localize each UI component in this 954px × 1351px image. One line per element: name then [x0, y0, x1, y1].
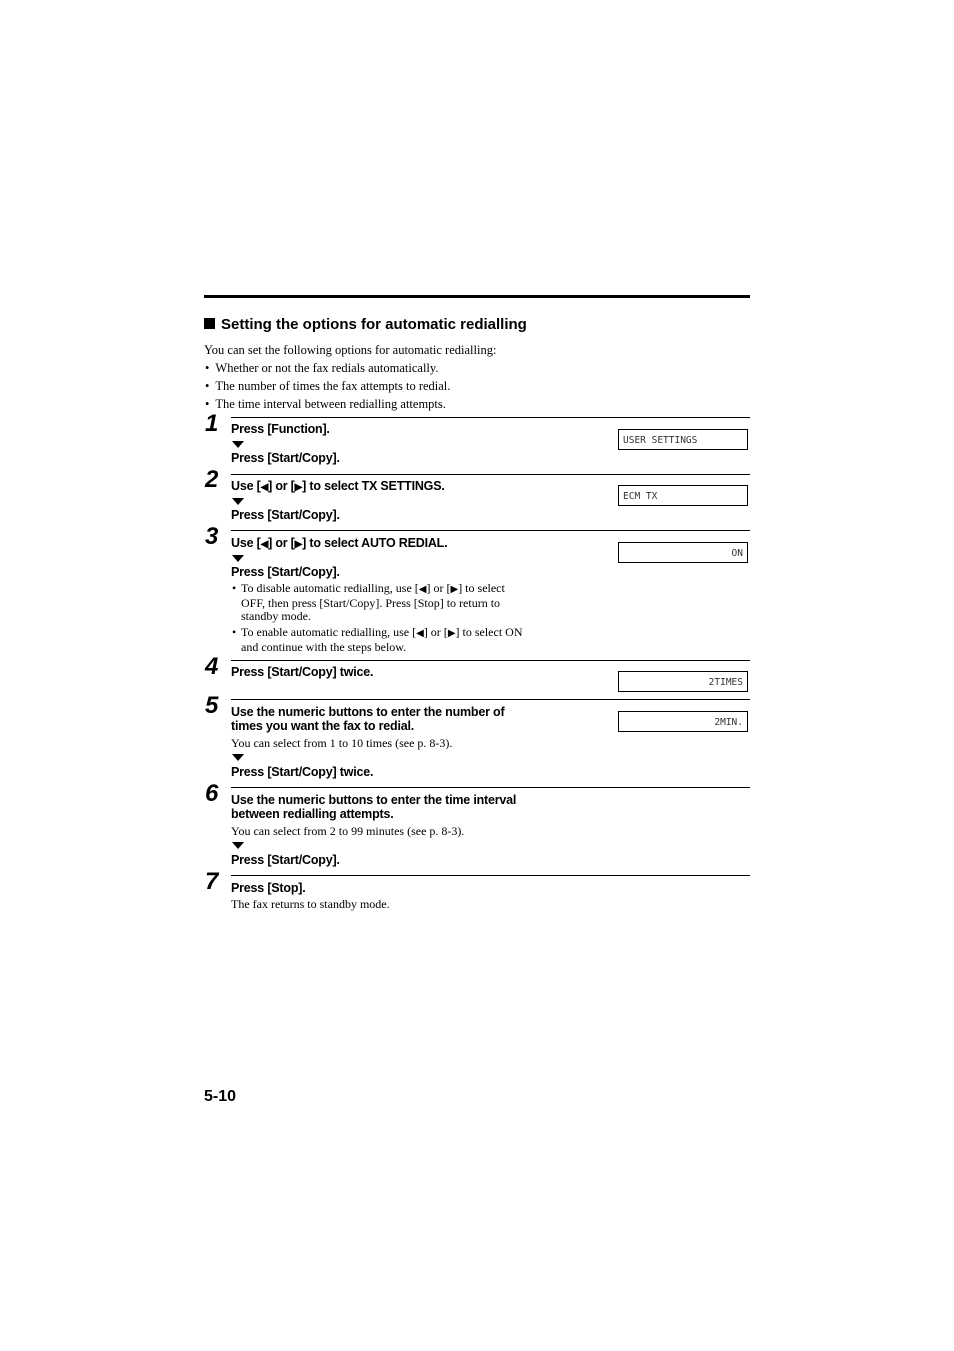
step-instruction: between redialling attempts.	[231, 807, 394, 821]
intro-bullet: • The number of times the fax attempts to redial.	[205, 379, 451, 393]
step-rule	[231, 417, 750, 418]
step-instruction: Use the numeric buttons to enter the number of	[231, 705, 505, 719]
step-instruction: Press [Stop].	[231, 881, 306, 895]
step-rule	[231, 530, 750, 531]
left-arrow-icon: ◀	[416, 628, 424, 639]
right-arrow-icon: ▶	[447, 628, 456, 639]
step-number: 6	[205, 780, 219, 807]
left-arrow-icon: ◀	[260, 482, 269, 493]
top-rule	[204, 295, 750, 298]
intro-bullet: • The time interval between redialling attempts.	[205, 397, 446, 411]
down-arrow-icon	[232, 842, 244, 849]
step-number: 7	[205, 868, 219, 895]
step-number: 1	[205, 410, 219, 437]
lcd-display: ON	[618, 542, 748, 563]
step-next-instruction: Press [Start/Copy].	[231, 508, 340, 522]
step-next-instruction: Press [Start/Copy] twice.	[231, 765, 374, 779]
step-next-instruction: Press [Start/Copy].	[231, 853, 340, 867]
right-arrow-icon: ▶	[294, 482, 303, 493]
step-number: 5	[205, 692, 219, 719]
step-rule	[231, 474, 750, 475]
step-number: 3	[205, 523, 219, 550]
step-next-instruction: Press [Start/Copy].	[231, 565, 340, 579]
step-instruction: Use [◀] or [▶] to select TX SETTINGS.	[231, 479, 445, 493]
left-arrow-icon: ◀	[260, 539, 269, 550]
intro-block	[204, 341, 496, 413]
step-instruction: Press [Function].	[231, 422, 330, 436]
intro-bullet: • Whether or not the fax redials automatically.	[205, 361, 439, 375]
intro-text: You can set the following options for automatic redialling:	[204, 343, 497, 357]
down-arrow-icon	[232, 555, 244, 562]
step-note: • To disable automatic redialling, use [◀] or [▶] to select OFF, then press [Start/Copy]. Press [Stop] to return to standby mode.	[232, 581, 505, 623]
lcd-display: USER SETTINGS	[618, 429, 748, 450]
lcd-display: 2MIN.	[618, 711, 748, 732]
section-title: Setting the options for automatic redialling	[204, 316, 527, 333]
step-note: • To enable automatic redialling, use [◀] or [▶] to select ON and continue with the steps below.	[232, 625, 523, 654]
left-arrow-icon: ◀	[418, 584, 427, 595]
step-number: 2	[205, 466, 219, 493]
right-arrow-icon: ▶	[294, 539, 303, 550]
step-body-text: The fax returns to standby mode.	[231, 897, 390, 911]
down-arrow-icon	[232, 498, 244, 505]
step-rule	[231, 660, 750, 661]
square-bullet-icon	[204, 318, 215, 329]
step-rule	[231, 875, 750, 876]
page-number: 5-10	[204, 1088, 237, 1105]
step-number: 4	[205, 653, 219, 680]
lcd-display: ECM TX	[618, 485, 748, 506]
step-instruction: Use the numeric buttons to enter the time interval	[231, 793, 517, 807]
step-instruction: times you want the fax to redial.	[231, 719, 415, 733]
step-rule	[231, 699, 750, 700]
step-instruction: Use [◀] or [▶] to select AUTO REDIAL.	[231, 536, 448, 550]
step-body-text: You can select from 1 to 10 times (see p. 8-3).	[231, 736, 453, 750]
down-arrow-icon	[232, 754, 244, 761]
step-next-instruction: Press [Start/Copy].	[231, 451, 340, 465]
right-arrow-icon: ▶	[450, 584, 459, 595]
lcd-display: 2TIMES	[618, 671, 748, 692]
step-rule	[231, 787, 750, 788]
step-body-text: You can select from 2 to 99 minutes (see p. 8-3).	[231, 824, 465, 838]
down-arrow-icon	[232, 441, 244, 448]
step-instruction: Press [Start/Copy] twice.	[231, 665, 374, 679]
